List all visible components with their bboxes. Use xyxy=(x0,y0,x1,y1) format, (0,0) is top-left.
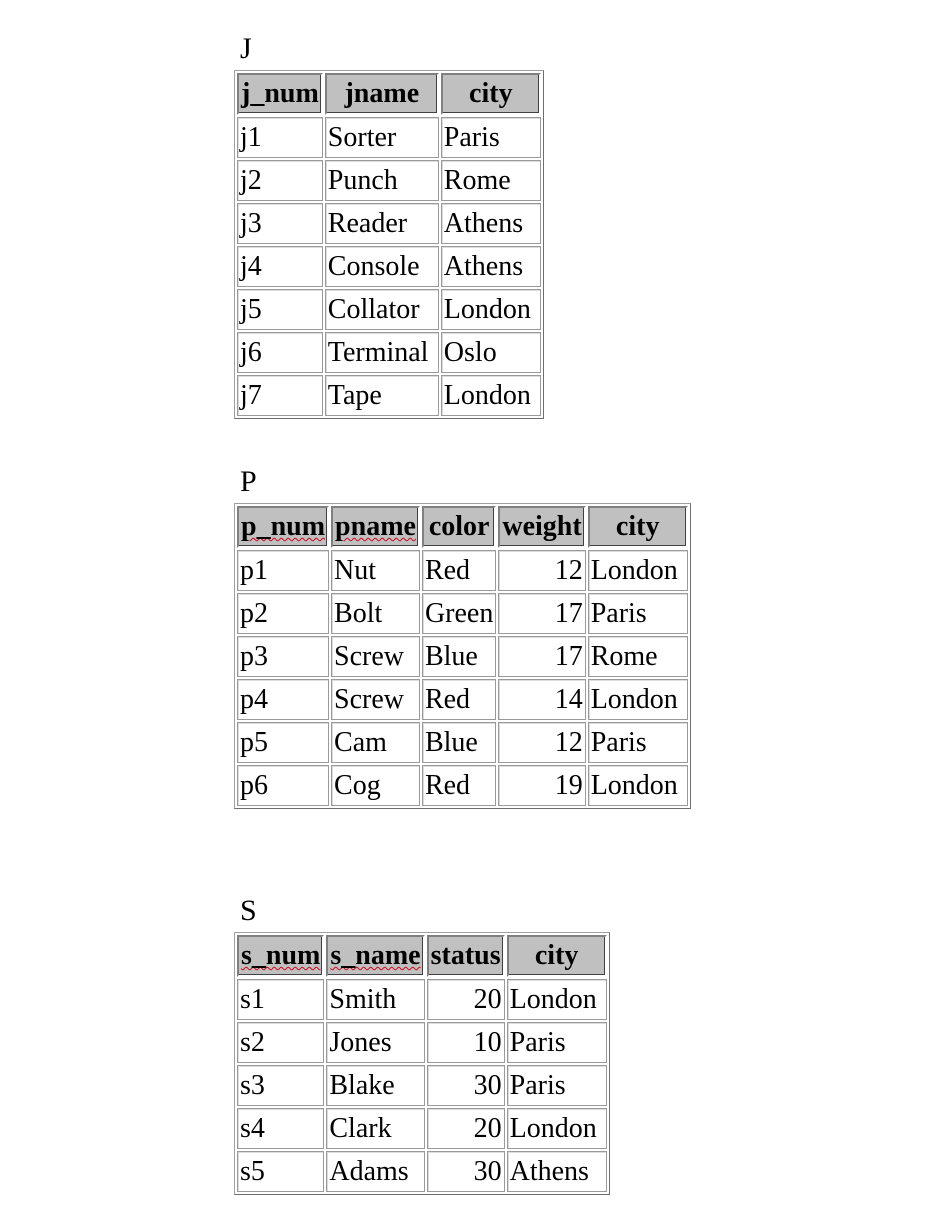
column-header-color: color xyxy=(422,506,496,548)
cell-jname: Terminal xyxy=(325,332,439,373)
cell-jname: Sorter xyxy=(325,117,439,158)
cell-jname: Collator xyxy=(325,289,439,330)
table-p-header-row xyxy=(237,506,688,548)
table-row xyxy=(237,593,688,634)
cell-jname: Reader xyxy=(325,203,439,244)
table-row xyxy=(237,160,541,201)
cell-color: Red xyxy=(422,765,496,806)
table-row xyxy=(237,765,688,806)
cell-status: 30 xyxy=(427,1065,505,1106)
table-s-block xyxy=(234,896,610,1195)
cell-p-num: p1 xyxy=(237,550,329,591)
cell-pname: Nut xyxy=(331,550,420,591)
cell-p-num: p5 xyxy=(237,722,329,763)
table-row xyxy=(237,203,541,244)
cell-status: 30 xyxy=(427,1151,505,1192)
cell-j-num: j7 xyxy=(237,375,323,416)
cell-color: Green xyxy=(422,593,496,634)
cell-color: Red xyxy=(422,550,496,591)
column-header-pname xyxy=(331,506,420,548)
table-row xyxy=(237,246,541,287)
cell-p-num: p4 xyxy=(237,679,329,720)
cell-j-num: j2 xyxy=(237,160,323,201)
cell-s-num: s2 xyxy=(237,1022,324,1063)
table-j-block xyxy=(234,34,544,419)
cell-color: Red xyxy=(422,679,496,720)
column-header-city: city xyxy=(441,73,541,115)
table-p-title: P xyxy=(240,465,257,498)
cell-weight: 17 xyxy=(498,593,585,634)
cell-city: London xyxy=(588,765,688,806)
table-s xyxy=(234,932,610,1195)
table-row xyxy=(237,679,688,720)
cell-weight: 14 xyxy=(498,679,585,720)
cell-status: 20 xyxy=(427,1108,505,1149)
table-row xyxy=(237,1022,607,1063)
cell-j-num: j5 xyxy=(237,289,323,330)
column-header-s-name xyxy=(326,935,424,977)
table-row xyxy=(237,375,541,416)
cell-city: Rome xyxy=(588,636,688,677)
table-row xyxy=(237,1151,607,1192)
table-row xyxy=(237,979,607,1020)
cell-city: Athens xyxy=(441,246,541,287)
cell-color: Blue xyxy=(422,636,496,677)
cell-j-num: j4 xyxy=(237,246,323,287)
cell-j-num: j1 xyxy=(237,117,323,158)
cell-city: London xyxy=(588,679,688,720)
table-s-title: S xyxy=(240,894,257,927)
cell-j-num: j6 xyxy=(237,332,323,373)
cell-city: Athens xyxy=(441,203,541,244)
cell-s-num: s5 xyxy=(237,1151,324,1192)
table-row xyxy=(237,117,541,158)
cell-city: Paris xyxy=(507,1065,607,1106)
cell-s-name: Adams xyxy=(326,1151,424,1192)
cell-weight: 12 xyxy=(498,722,585,763)
cell-pname: Bolt xyxy=(331,593,420,634)
cell-city: Paris xyxy=(441,117,541,158)
cell-city: Athens xyxy=(507,1151,607,1192)
cell-weight: 12 xyxy=(498,550,585,591)
cell-city: Rome xyxy=(441,160,541,201)
table-p-block xyxy=(234,467,691,809)
table-row xyxy=(237,722,688,763)
cell-weight: 19 xyxy=(498,765,585,806)
cell-city: Paris xyxy=(588,722,688,763)
cell-jname: Tape xyxy=(325,375,439,416)
cell-s-name: Smith xyxy=(326,979,424,1020)
cell-p-num: p6 xyxy=(237,765,329,806)
cell-s-name: Clark xyxy=(326,1108,424,1149)
cell-city: Paris xyxy=(588,593,688,634)
cell-city: London xyxy=(441,289,541,330)
column-header-city: city xyxy=(588,506,688,548)
table-j xyxy=(234,70,544,419)
table-p xyxy=(234,503,691,809)
table-row xyxy=(237,289,541,330)
cell-pname: Cam xyxy=(331,722,420,763)
column-header-s-num xyxy=(237,935,324,977)
column-header-jname: jname xyxy=(325,73,439,115)
spellcheck-s-num: s_num xyxy=(241,940,321,971)
cell-city: London xyxy=(507,979,607,1020)
spellcheck-p-num: p_num xyxy=(241,511,326,542)
table-row xyxy=(237,1108,607,1149)
cell-pname: Screw xyxy=(331,636,420,677)
table-s-header-row xyxy=(237,935,607,977)
table-row xyxy=(237,636,688,677)
table-row xyxy=(237,550,688,591)
cell-j-num: j3 xyxy=(237,203,323,244)
spellcheck-s-name: s_name xyxy=(330,940,421,971)
cell-weight: 17 xyxy=(498,636,585,677)
cell-status: 20 xyxy=(427,979,505,1020)
cell-city: London xyxy=(588,550,688,591)
table-j-title: J xyxy=(240,32,252,65)
cell-jname: Punch xyxy=(325,160,439,201)
column-header-weight: weight xyxy=(498,506,585,548)
cell-s-num: s4 xyxy=(237,1108,324,1149)
column-header-p-num xyxy=(237,506,329,548)
cell-p-num: p2 xyxy=(237,593,329,634)
cell-pname: Screw xyxy=(331,679,420,720)
cell-city: Paris xyxy=(507,1022,607,1063)
cell-status: 10 xyxy=(427,1022,505,1063)
table-j-header-row xyxy=(237,73,541,115)
table-row xyxy=(237,1065,607,1106)
cell-jname: Console xyxy=(325,246,439,287)
cell-p-num: p3 xyxy=(237,636,329,677)
cell-city: London xyxy=(507,1108,607,1149)
cell-color: Blue xyxy=(422,722,496,763)
column-header-j-num: j_num xyxy=(237,73,323,115)
spellcheck-pname: pname xyxy=(335,511,416,542)
cell-s-name: Jones xyxy=(326,1022,424,1063)
cell-city: Oslo xyxy=(441,332,541,373)
cell-s-name: Blake xyxy=(326,1065,424,1106)
column-header-city: city xyxy=(507,935,607,977)
column-header-status: status xyxy=(427,935,505,977)
cell-s-num: s1 xyxy=(237,979,324,1020)
cell-s-num: s3 xyxy=(237,1065,324,1106)
cell-city: London xyxy=(441,375,541,416)
cell-pname: Cog xyxy=(331,765,420,806)
table-row xyxy=(237,332,541,373)
